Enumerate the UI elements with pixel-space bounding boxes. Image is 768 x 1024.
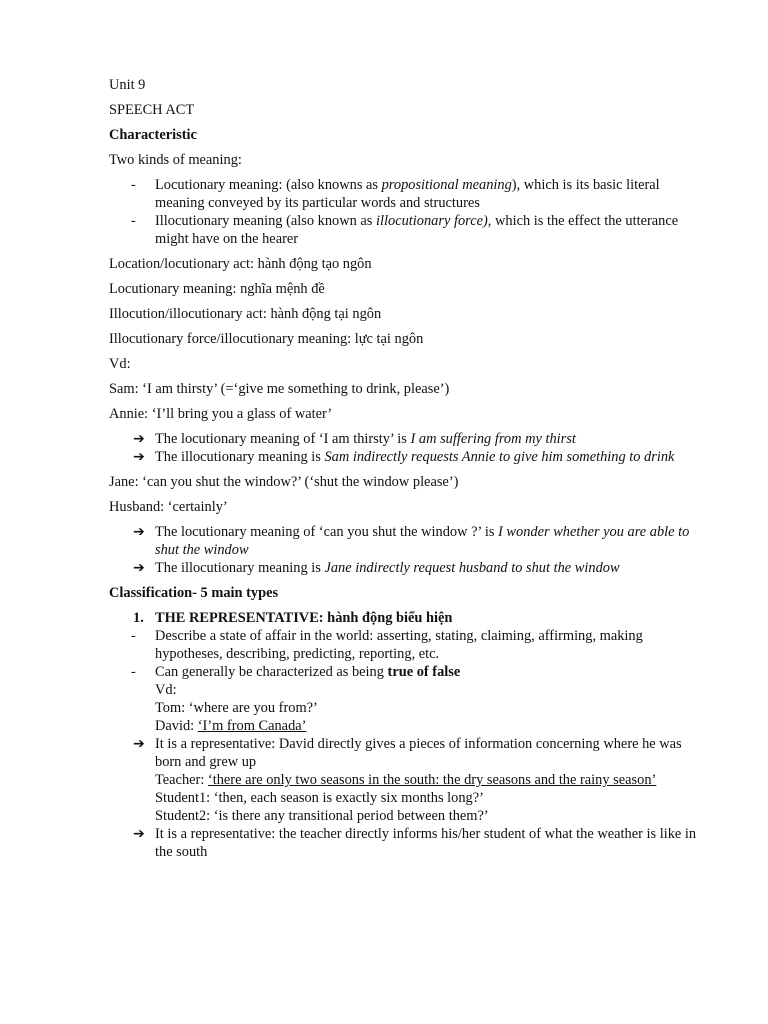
dash-bullet: - (131, 664, 136, 680)
list-number: 1. (133, 610, 144, 626)
list-item: - Can generally be characterized as being true of false (131, 664, 461, 680)
dialogue-sam: Sam: ‘I am thirsty’ (=‘give me something to drink, please’) (109, 381, 450, 397)
list-item: - Describe a state of affair in the world: asserting, stating, claiming, affirming, making hypotheses, describing, predicting, reporting, etc. (131, 628, 643, 662)
arrow-bullet-icon: ➔ (133, 736, 145, 752)
section-heading-characteristic: Characteristic (109, 127, 197, 143)
unit-label: Unit 9 (109, 77, 146, 93)
term-illocutionary-force: Illocutionary force/illocutionary meaning: lực tại ngôn (109, 331, 424, 347)
example2-analysis (109, 523, 698, 577)
arrow-bullet-icon: ➔ (133, 524, 145, 540)
dialogue-husband: Husband: ‘certainly’ (109, 499, 228, 515)
list-item: ➔ The illocutionary meaning is Sam indirectly requests Annie to give him something to drink (133, 449, 675, 465)
dialogue-jane: Jane: ‘can you shut the window?’ (‘shut the window please’) (109, 474, 459, 490)
representative-section (109, 609, 698, 861)
section-heading-classification: Classification- 5 main types (109, 585, 279, 601)
dialogue-teacher: Teacher: ‘there are only two seasons in the south: the dry seasons and the rainy season’ (155, 772, 657, 788)
list-item-locutionary: - Locutionary meaning: (also knowns as propositional meaning), which is its basic literal meaning conveyed by its particular words and structures (131, 177, 660, 211)
dash-bullet: - (131, 177, 136, 193)
list-item: ➔ It is a representative: David directly gives a pieces of information concerning where he was born and grew up (133, 736, 682, 770)
term-locutionary-meaning: Locutionary meaning: nghĩa mệnh đề (109, 281, 325, 297)
arrow-bullet-icon: ➔ (133, 560, 145, 576)
term-illocution: Illocution/illocutionary act: hành động tại ngôn (109, 306, 382, 322)
two-kinds-label: Two kinds of meaning: (109, 152, 242, 168)
meaning-list (109, 176, 698, 248)
list-item-illocutionary: - Illocutionary meaning (also known as illocutionary force), which is the effect the utterance might have on the hearer (131, 213, 679, 247)
dialogue-annie: Annie: ‘I’ll bring you a glass of water’ (109, 406, 333, 422)
term-location: Location/locutionary act: hành động tạo ngôn (109, 256, 372, 272)
list-item: ➔ The locutionary meaning of ‘I am thirsty’ is I am suffering from my thirst (133, 431, 576, 447)
dash-bullet: - (131, 213, 136, 229)
dialogue-student2: Student2: ‘is there any transitional period between them?’ (155, 808, 489, 824)
example-label: Vd: (155, 682, 177, 698)
representative-heading: 1. THE REPRESENTATIVE: hành động biểu hiện (133, 610, 453, 626)
list-item: ➔ The locutionary meaning of ‘can you shut the window ?’ is I wonder whether you are able to shut the window (133, 524, 690, 558)
example1-analysis (109, 430, 698, 466)
example-label: Vd: (109, 356, 131, 372)
dialogue-david: David: ‘I’m from Canada’ (155, 718, 307, 734)
dialogue-student1: Student1: ‘then, each season is exactly six months long?’ (155, 790, 484, 806)
page-title: SPEECH ACT (109, 102, 195, 118)
arrow-bullet-icon: ➔ (133, 449, 145, 465)
list-item: ➔ It is a representative: the teacher directly informs his/her student of what the weather is like in the south (133, 826, 697, 860)
dash-bullet: - (131, 628, 136, 644)
dialogue-tom: Tom: ‘where are you from?’ (155, 700, 318, 716)
list-item: ➔ The illocutionary meaning is Jane indirectly request husband to shut the window (133, 560, 620, 576)
arrow-bullet-icon: ➔ (133, 826, 145, 842)
arrow-bullet-icon: ➔ (133, 431, 145, 447)
